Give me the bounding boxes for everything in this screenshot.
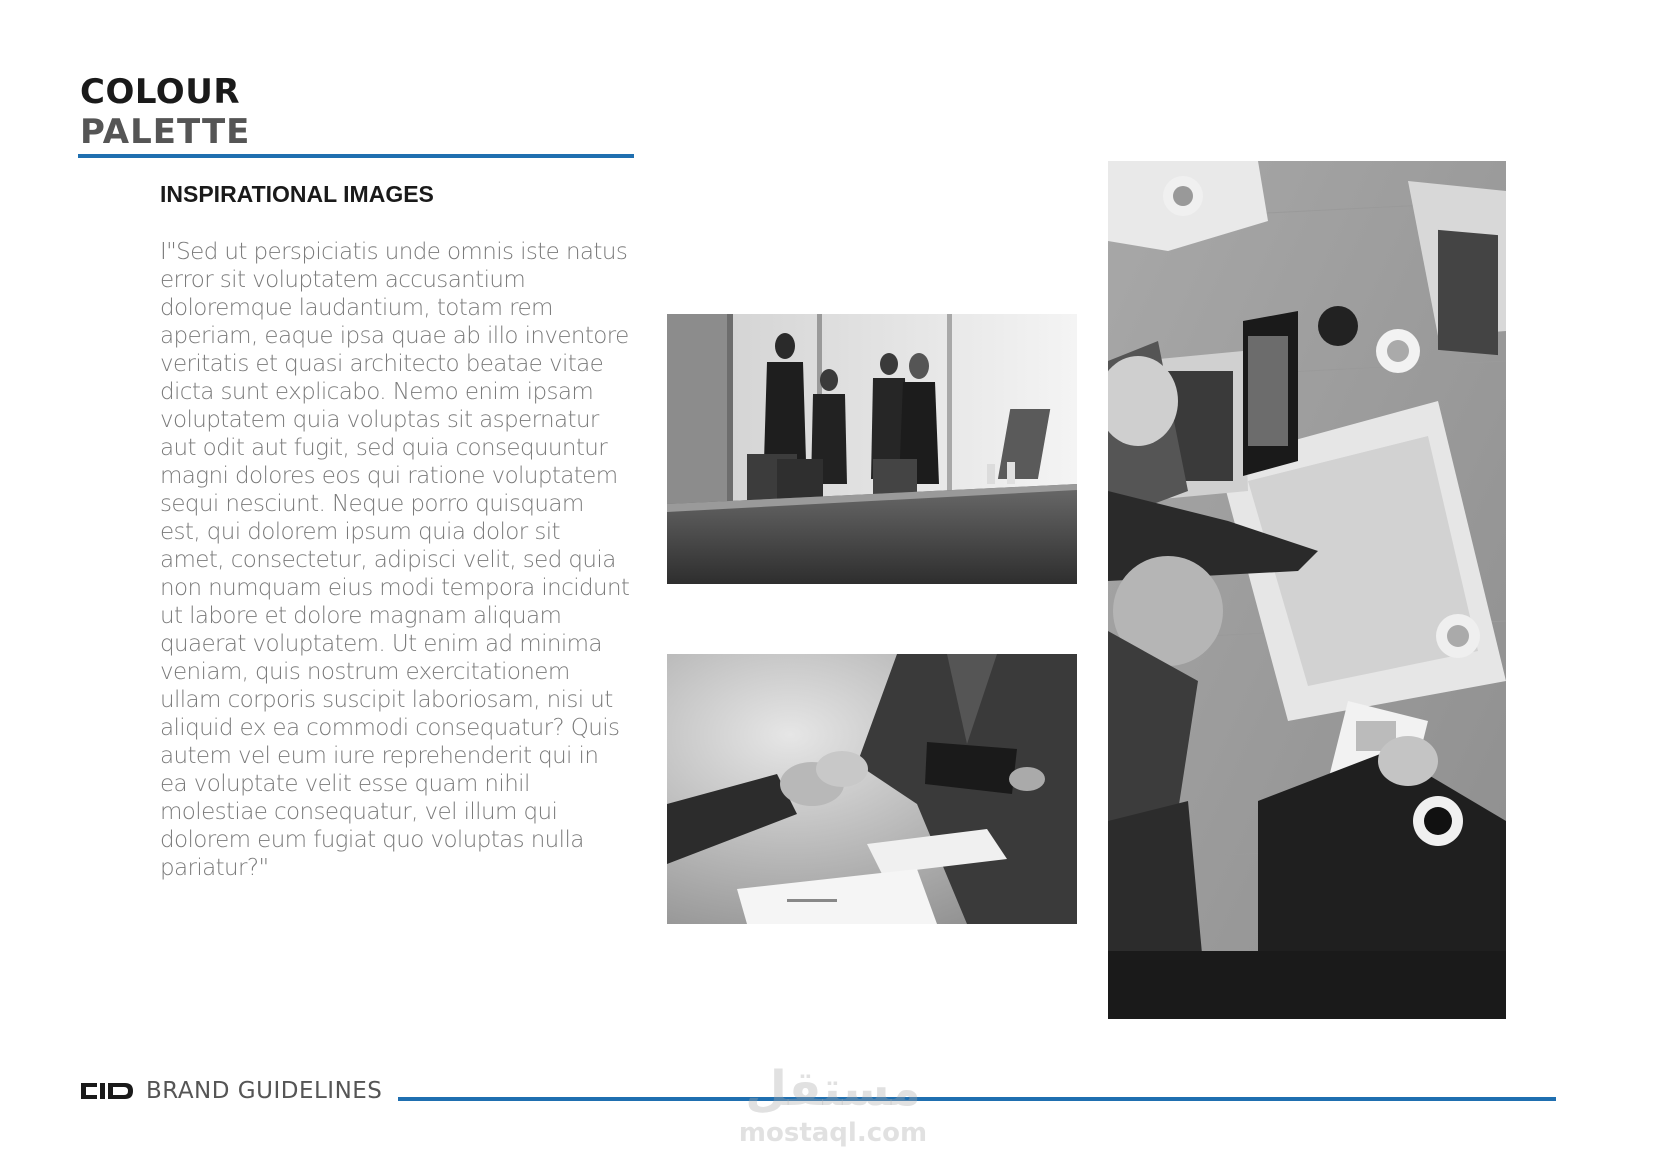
handshake-photo (667, 654, 1077, 924)
handshake-illustration (667, 654, 1077, 924)
watermark-arabic-text: مستقل (745, 1061, 921, 1117)
title-divider (78, 154, 634, 158)
section-heading: INSPIRATIONAL IMAGES (160, 181, 434, 207)
footer-brand-guidelines-label: BRAND GUIDELINES (146, 1078, 383, 1104)
page-subtitle: PALETTE (80, 112, 251, 152)
cid-logo-icon (79, 1081, 135, 1101)
overhead-table-illustration (1108, 161, 1506, 1019)
mostaql-watermark (728, 1062, 938, 1148)
meeting-room-illustration (667, 314, 1077, 584)
page-title: COLOUR (80, 72, 241, 112)
overhead-team-table-photo (1108, 161, 1506, 1019)
watermark-latin-text: mostaql.com (738, 1118, 928, 1148)
section-body-text: I"Sed ut perspiciatis unde omnis iste natus error sit voluptatem accusantium doloremque laudantium, totam rem aperiam, eaque ipsa quae ab illo inventore veritatis et quasi architecto beatae vitae dicta sunt explicabo. Nemo enim ipsam voluptatem quia voluptas sit aspernatur aut odit aut fugit, sed quia consequuntur magni dolores eos qui ratione voluptatem sequi nesciunt. Neque porro quisquam est, qui dolorem ipsum quia dolor sit amet, consectetur, adipisci velit, sed quia non numquam eius modi tempora incidunt ut labore et dolore magnam aliquam quaerat voluptatem. Ut enim ad minima veniam, quis nostrum exercitationem ullam corporis suscipit laboriosam, nisi ut aliquid ex ea commodi consequatur? Quis autem vel eum iure reprehenderit qui in ea voluptate velit esse quam nihil molestiae consequatur, vel illum qui dolorem eum fugiat quo voluptas nulla pariatur?" (160, 239, 630, 881)
meeting-room-photo (667, 314, 1077, 584)
footer-divider (398, 1097, 1556, 1101)
